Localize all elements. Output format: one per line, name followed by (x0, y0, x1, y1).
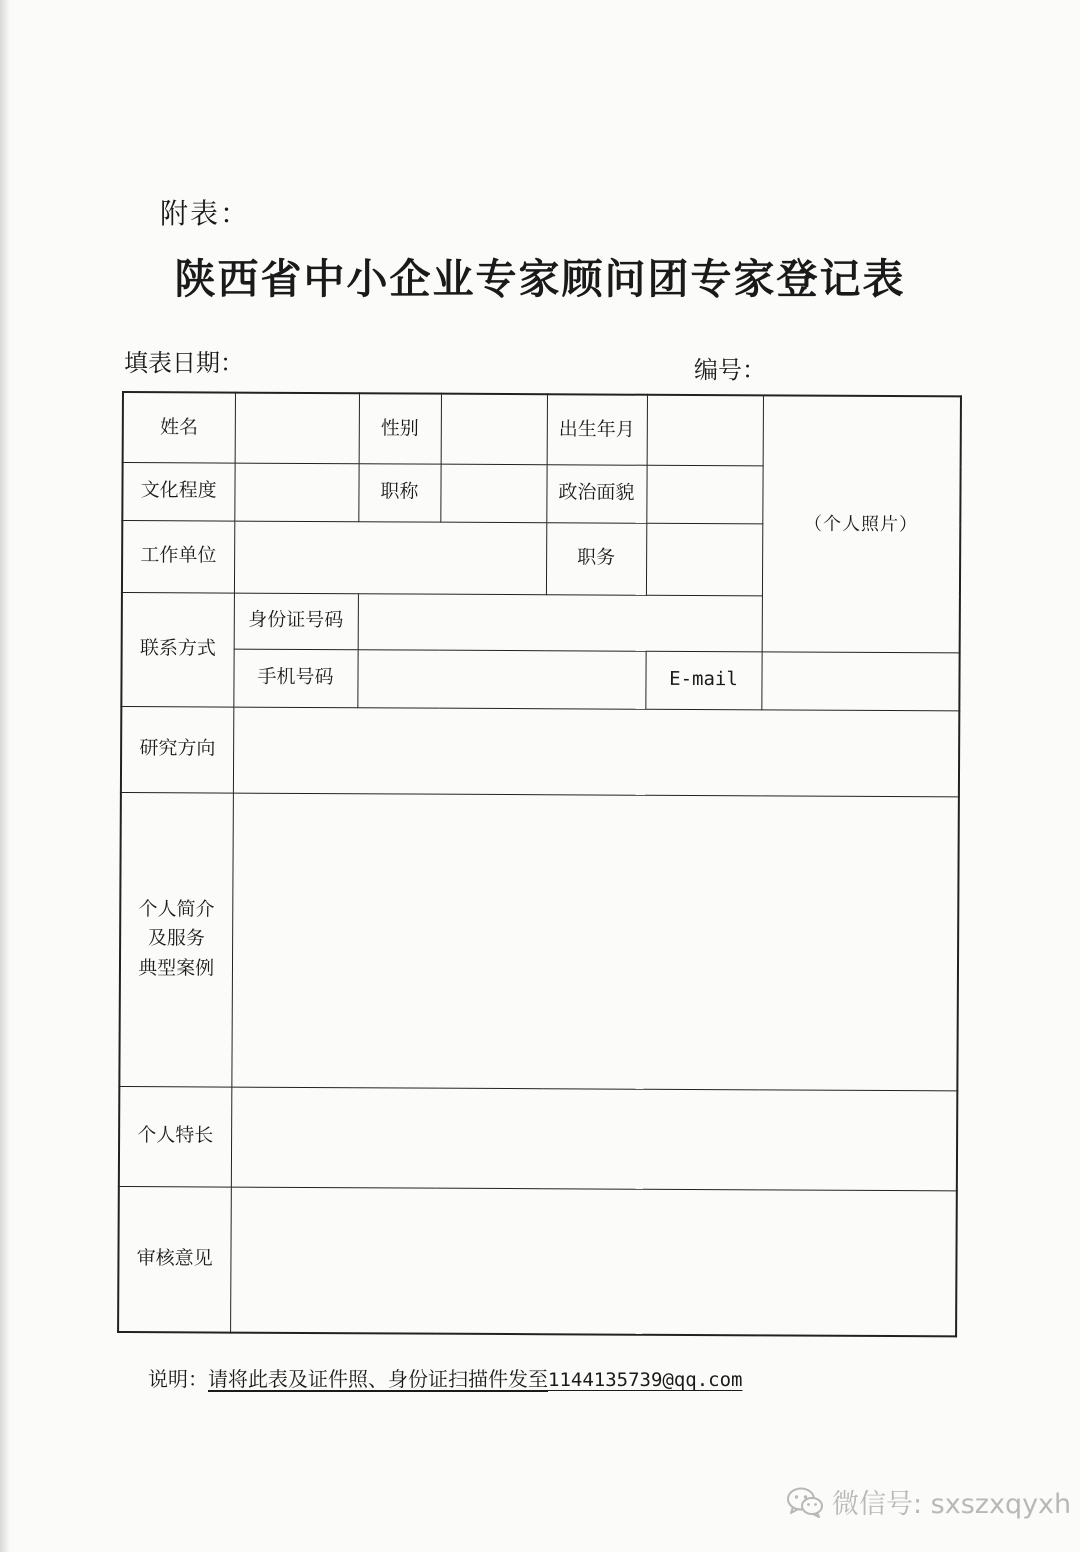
fill-date-label: 填表日期： (124, 349, 244, 377)
watermark-text: 微信号: sxszxqyxh (832, 1489, 1072, 1520)
registration-form-table (117, 391, 962, 1337)
serial-number-label: 编号： (694, 356, 766, 384)
review-field[interactable] (230, 1187, 957, 1337)
birth-field[interactable] (647, 395, 763, 466)
birth-label: 出生年月 (547, 394, 647, 465)
profile-field[interactable] (231, 793, 959, 1091)
note (148, 1363, 742, 1392)
note-email: 1144135739@qq.com (548, 1369, 743, 1391)
research-field[interactable] (233, 707, 959, 797)
workplace-label: 工作单位 (122, 520, 234, 593)
research-label: 研究方向 (121, 706, 233, 793)
name-field[interactable] (235, 393, 359, 464)
page-title: 陕西省中小企业专家顾问团专家登记表 (174, 255, 906, 303)
position-label: 职务 (546, 522, 646, 595)
review-label: 审核意见 (118, 1186, 231, 1333)
education-field[interactable] (234, 463, 358, 522)
note-text: 请将此表及证件照、身份证扫描件发至 (208, 1367, 548, 1391)
education-label: 文化程度 (122, 462, 234, 521)
annex-label: 附表： (160, 197, 251, 230)
wechat-watermark (786, 1482, 1071, 1521)
political-status-field[interactable] (646, 465, 762, 524)
photo-cell[interactable] (762, 395, 961, 652)
gender-field[interactable] (441, 394, 547, 465)
profile-label (119, 792, 233, 1087)
political-status-label: 政治面貌 (546, 464, 646, 523)
profile-label-line3: 典型案例 (138, 956, 215, 980)
email-label: E-mail (645, 651, 761, 710)
workplace-field[interactable] (234, 521, 546, 595)
id-number-field[interactable] (358, 593, 762, 651)
profile-label-line2: 及服务 (147, 927, 205, 950)
job-title-field[interactable] (440, 464, 546, 523)
position-field[interactable] (646, 523, 762, 596)
mobile-field[interactable] (357, 649, 645, 709)
wechat-icon (786, 1486, 824, 1518)
photo-label: （个人照片） (804, 513, 919, 535)
mobile-label: 手机号码 (233, 649, 357, 708)
contact-label: 联系方式 (121, 592, 234, 707)
name-label: 姓名 (123, 392, 235, 463)
note-label: 说明： (148, 1367, 208, 1391)
scan-edge (0, 0, 10, 1552)
gender-label: 性别 (359, 393, 441, 463)
profile-label-line1: 个人简介 (138, 897, 215, 921)
job-title-label: 职称 (358, 463, 440, 521)
id-number-label: 身份证号码 (234, 593, 358, 650)
specialty-field[interactable] (231, 1087, 958, 1191)
email-field[interactable] (761, 651, 959, 710)
specialty-label: 个人特长 (119, 1086, 232, 1187)
